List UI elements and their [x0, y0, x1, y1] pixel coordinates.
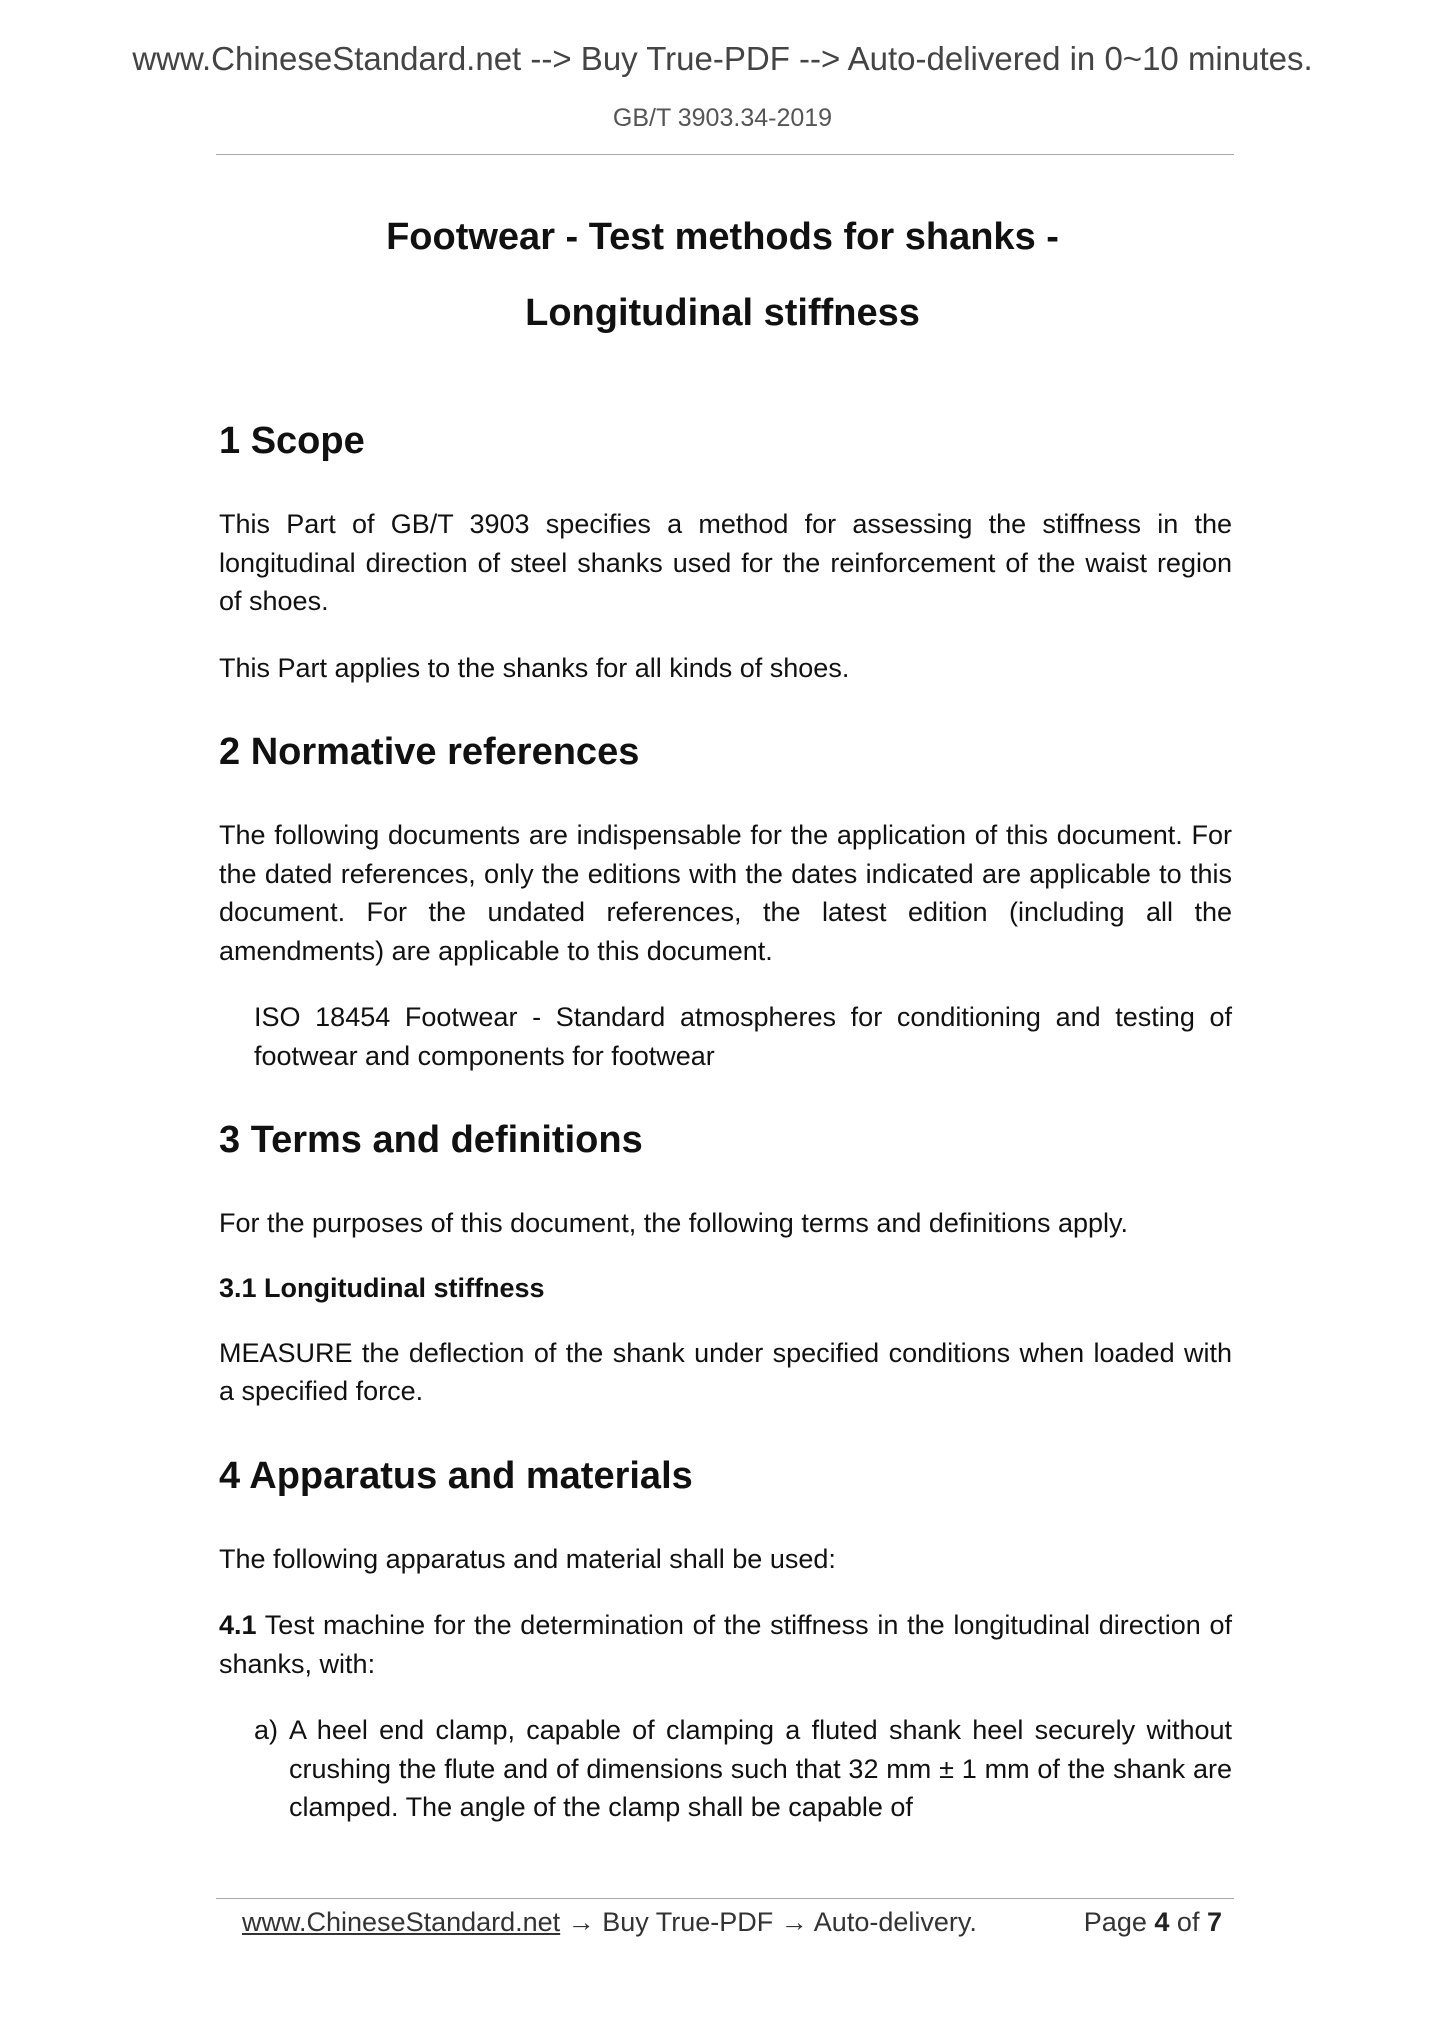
apparatus-item-4-1	[219, 1606, 1232, 1683]
document-body	[219, 420, 1232, 1827]
section-heading-normative-references: 2 Normative references	[219, 731, 640, 773]
scope-paragraph-2: This Part applies to the shanks for all kinds of shoes.	[219, 652, 850, 683]
item-text: Test machine for the determination of the stiffness in the longitudinal direction of shanks, with:	[219, 1610, 1233, 1679]
list-marker: a)	[254, 1715, 279, 1745]
reference-iso-18454: ISO 18454 Footwear - Standard atmospheres for conditioning and testing of footwear and components for footwear	[254, 1002, 1232, 1071]
page-indicator	[1084, 1907, 1222, 1938]
scope-paragraph-1: This Part of GB/T 3903 specifies a method for assessing the stiffness in the longitudinal direction of steel shanks used for the reinforcement of the waist region of shoes.	[219, 509, 1232, 616]
normative-paragraph-1: The following documents are indispensable for the application of this document. For the dated references, only the editions with the dates indicated are applicable to this document. For the undated references, the latest edition (including all the amendments) are applicable to this document.	[219, 820, 1232, 966]
arrow-icon: →	[567, 1907, 595, 1937]
arrow-icon: →	[780, 1907, 808, 1937]
header-divider	[216, 154, 1234, 155]
apparatus-paragraph-1: The following apparatus and material shall be used:	[219, 1543, 836, 1574]
footer-site-link[interactable]: www.ChineseStandard.net	[242, 1907, 561, 1937]
page-label: Page	[1083, 1907, 1147, 1937]
footer	[242, 1907, 1222, 1938]
section-heading-scope: 1 Scope	[219, 420, 365, 462]
term-definition: MEASURE the deflection of the shank under specified conditions when loaded with a specified force.	[219, 1337, 1232, 1406]
footer-buy-text: Buy True-PDF	[602, 1907, 774, 1937]
document-title-line-1: Footwear - Test methods for shanks -	[386, 216, 1059, 258]
section-heading-apparatus: 4 Apparatus and materials	[219, 1454, 693, 1497]
page-total: 7	[1206, 1907, 1222, 1937]
item-number: 4.1	[219, 1610, 257, 1640]
page-of: of	[1176, 1907, 1200, 1937]
top-banner[interactable]: www.ChineseStandard.net --> Buy True-PDF --> Auto-delivered in 0~10 minutes.	[132, 40, 1313, 77]
document-title-line-2: Longitudinal stiffness	[525, 292, 920, 334]
list-item-text: A heel end clamp, capable of clamping a fluted shank heel securely without crushing the flute and of dimensions such that 32 mm ± 1 mm of the shank are clamped. The angle of the clamp shall be capable of	[289, 1715, 1232, 1822]
terms-paragraph-1: For the purposes of this document, the following terms and definitions apply.	[219, 1208, 1128, 1238]
footer-divider	[216, 1898, 1234, 1899]
list-item-a	[219, 1711, 1232, 1827]
page-current: 4	[1154, 1907, 1170, 1937]
term-heading-longitudinal-stiffness: 3.1 Longitudinal stiffness	[219, 1272, 545, 1303]
standard-code: GB/T 3903.34-2019	[612, 104, 833, 132]
section-heading-terms: 3 Terms and definitions	[219, 1119, 643, 1161]
footer-delivery-text: Auto-delivery.	[813, 1907, 977, 1937]
